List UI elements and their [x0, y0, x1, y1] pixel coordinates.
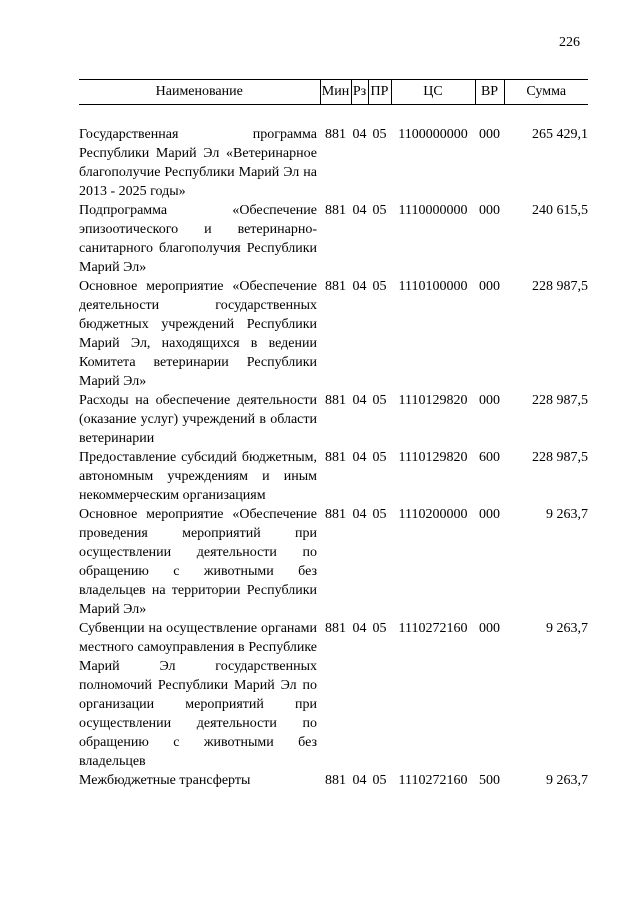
row-name: Расходы на обеспечение деятельности (оказание услуг) учреждений в области ветеринарии: [79, 393, 317, 446]
row-cs: 1110272160: [398, 773, 468, 788]
row-pr: 05: [372, 127, 387, 142]
row-name: Государственная программа Республики Марий Эл «Ветеринарное благополучие Республики Марий Эл на 2013 - 2025 годы»: [79, 127, 317, 199]
row-rz: 04: [352, 393, 367, 408]
table-row: [79, 619, 588, 771]
row-cs: 1110272160: [398, 621, 468, 636]
row-rz: 04: [352, 773, 367, 788]
row-min: 881: [325, 621, 346, 636]
row-vr: 000: [479, 621, 500, 636]
row-cs: 1110100000: [398, 279, 468, 294]
row-vr: 500: [479, 773, 500, 788]
table-row: [79, 448, 588, 505]
page-number: 226: [559, 35, 580, 50]
row-sum: 265 429,1: [532, 127, 588, 142]
row-sum: 9 263,7: [546, 621, 588, 636]
row-name: Основное мероприятие «Обеспечение деятельности государственных бюджетных учреждений Республики Марий Эл, находящихся в ведении Комитета ветеринарии Республики Марий Эл»: [79, 279, 317, 389]
row-sum: 228 987,5: [532, 279, 588, 294]
row-vr: 000: [479, 279, 500, 294]
row-sum: 228 987,5: [532, 450, 588, 465]
row-pr: 05: [372, 393, 387, 408]
header-spacer: [79, 105, 588, 126]
header-min: Мин: [320, 80, 351, 105]
row-cs: 1110129820: [398, 450, 468, 465]
budget-table: [79, 79, 588, 790]
row-rz: 04: [352, 507, 367, 522]
row-vr: 000: [479, 393, 500, 408]
row-min: 881: [325, 393, 346, 408]
row-pr: 05: [372, 279, 387, 294]
row-rz: 04: [352, 203, 367, 218]
row-rz: 04: [352, 621, 367, 636]
row-vr: 000: [479, 203, 500, 218]
row-rz: 04: [352, 450, 367, 465]
table-row: [79, 771, 588, 790]
row-pr: 05: [372, 773, 387, 788]
header-vr: ВР: [475, 80, 504, 105]
row-vr: 600: [479, 450, 500, 465]
row-rz: 04: [352, 127, 367, 142]
row-pr: 05: [372, 507, 387, 522]
row-sum: 9 263,7: [546, 507, 588, 522]
table-row: [79, 505, 588, 619]
row-name: Межбюджетные трансферты: [79, 773, 251, 788]
header-rz: Рз: [351, 80, 368, 105]
row-vr: 000: [479, 507, 500, 522]
row-min: 881: [325, 203, 346, 218]
row-vr: 000: [479, 127, 500, 142]
table-row: [79, 125, 588, 201]
row-name: Основное мероприятие «Обеспечение проведения мероприятий при осуществлении деятельности по обращению с животными без владельцев на территории Республики Марий Эл»: [79, 507, 317, 617]
row-min: 881: [325, 773, 346, 788]
table-row: [79, 277, 588, 391]
row-min: 881: [325, 127, 346, 142]
row-cs: 1110000000: [398, 203, 468, 218]
row-min: 881: [325, 507, 346, 522]
header-name: Наименование: [79, 80, 320, 105]
row-min: 881: [325, 279, 346, 294]
row-name: Подпрограмма «Обеспечение эпизоотического и ветеринарно-санитарного благополучия Республики Марий Эл»: [79, 203, 317, 275]
row-pr: 05: [372, 203, 387, 218]
header-pr: ПР: [368, 80, 391, 105]
table-row: [79, 391, 588, 448]
table-row: [79, 201, 588, 277]
row-cs: 1110200000: [398, 507, 468, 522]
row-min: 881: [325, 450, 346, 465]
header-sum: Сумма: [504, 80, 588, 105]
row-sum: 9 263,7: [546, 773, 588, 788]
row-cs: 1110129820: [398, 393, 468, 408]
row-name: Субвенции на осуществление органами местного самоуправления в Республике Марий Эл государственных полномочий Республики Марий Эл по организации мероприятий при осуществлении деятельности по обращению с животными без владельцев: [79, 621, 317, 769]
row-name: Предоставление субсидий бюджетным, автономным учреждениям и иным некоммерческим организациям: [79, 450, 317, 503]
table-header-row: [79, 80, 588, 105]
row-pr: 05: [372, 621, 387, 636]
row-rz: 04: [352, 279, 367, 294]
row-cs: 1100000000: [398, 127, 468, 142]
row-sum: 240 615,5: [532, 203, 588, 218]
header-cs: ЦС: [391, 80, 475, 105]
row-pr: 05: [372, 450, 387, 465]
row-sum: 228 987,5: [532, 393, 588, 408]
